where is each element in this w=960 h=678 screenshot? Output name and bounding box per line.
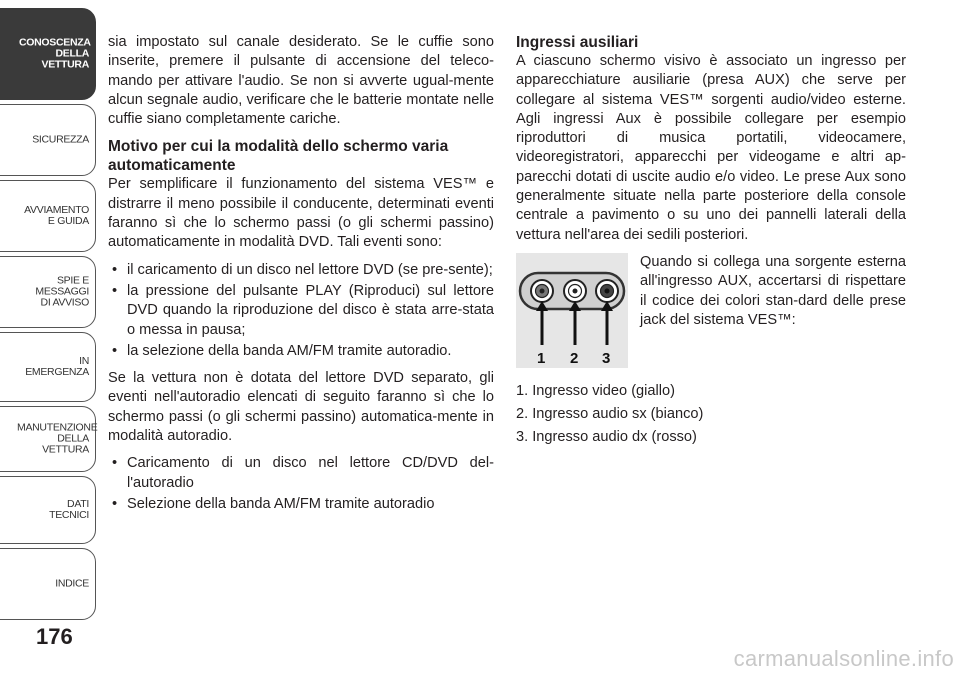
list-item: • il caricamento di un disco nel lettore DVD (se pre-sente); [108, 261, 494, 280]
figure-label-1: 1 [537, 350, 546, 367]
left-column [108, 33, 494, 522]
tab-label: MANUTENZIONE DELLA VETTURA [17, 421, 98, 456]
jack-2-icon [564, 280, 586, 302]
figure-label-3: 3 [602, 350, 611, 367]
page-number: 176 [36, 624, 73, 649]
bullet-list [108, 261, 494, 361]
list-item: • Selezione della banda AM/FM tramite autoradio [108, 495, 494, 514]
tab-indice[interactable] [0, 548, 96, 620]
list-item: 1. Ingresso video (giallo) [516, 383, 675, 399]
tab-label: DATI TECNICI [49, 498, 89, 521]
tab-conoscenza[interactable] [0, 8, 96, 100]
tab-label: SPIE E MESSAGGI DI AVVISO [35, 274, 89, 309]
section-heading: Ingressi ausiliari [516, 34, 639, 51]
bullet-list [108, 454, 494, 514]
right-column [516, 33, 906, 253]
tab-sicurezza[interactable] [0, 104, 96, 176]
tab-spie[interactable] [0, 256, 96, 328]
jack-1-icon [531, 280, 553, 302]
section-heading: Motivo per cui la modalità dello schermo varia automaticamente [108, 138, 449, 175]
tab-emergenza[interactable] [0, 332, 96, 402]
paragraph: A ciascuno schermo visivo è associato un ingresso per apparecchiature ausiliarie (presa AUX) che serve per collegare al sistema VES™ sorgenti audio/video esterne. Agli ingressi Aux è possibile collegare per esempio riproduttori di musica portatili, videocamere, videoregistratori, apparecchi per videogame e altri ap-parecchi dotati di uscite audio e/o video. Le prese Aux sono generalmente situate nella parte posteriore della console centrale a pavimento o su uno dei pannelli laterali della vettura nell'area dei sedili posteriori. [516, 53, 906, 243]
paragraph: Se la vettura non è dotata del lettore DVD separato, gli eventi nell'autoradio elencati di seguito faranno sì che lo schermo passi (o gli schermi passino) automatica-mente in modalità autoradio. [108, 370, 494, 445]
watermark: carmanualsonline.info [733, 646, 954, 671]
tab-label: SICUREZZA [32, 133, 89, 146]
tab-dati-tecnici[interactable] [0, 476, 96, 544]
list-item: 2. Ingresso audio sx (bianco) [516, 406, 704, 422]
list-item: • la selezione della banda AM/FM tramite autoradio. [108, 342, 494, 361]
tab-label: INDICE [55, 577, 89, 590]
tab-label: IN EMERGENZA [25, 355, 89, 378]
jack-color-list [516, 381, 703, 450]
tab-avviamento[interactable] [0, 180, 96, 252]
tab-label: CONOSCENZA DELLA VETTURA [19, 36, 91, 71]
list-item: • la pressione del pulsante PLAY (Riproduci) sul lettore DVD quando la riproduzione del disco è stata arre-stata o messa in pausa; [108, 282, 494, 340]
chapter-tabs [0, 0, 98, 640]
list-item: 3. Ingresso audio dx (rosso) [516, 429, 697, 445]
list-item: • Caricamento di un disco nel lettore CD/DVD del-l'autoradio [108, 454, 494, 493]
aux-jacks-figure [516, 253, 628, 368]
figure-label-2: 2 [570, 350, 579, 367]
tab-label: AVVIAMENTO E GUIDA [24, 204, 89, 227]
figure-caption-paragraph: Quando si collega una sorgente esterna all'ingresso AUX, accertarsi di rispettare il codice dei colori stan-dard delle prese jack del sistema VES™: [640, 254, 906, 328]
intro-paragraph: sia impostato sul canale desiderato. Se le cuffie sono inserite, premere il pulsante di accensione del teleco-mando per attivare l'audio. Se non si avverte ugual-mente alcun segnale audio, verificare che le batterie montate nelle cuffie siano completamente cariche. [108, 34, 494, 128]
paragraph: Per semplificare il funzionamento del sistema VES™ e distrarre il meno possibile il conducente, determinati eventi faranno sì che lo schermo passi (o gli schermi passino) automaticamente in modalità DVD. Tali eventi sono: [108, 176, 494, 251]
tab-manutenzione[interactable] [0, 406, 96, 472]
jack-3-icon [596, 280, 618, 302]
